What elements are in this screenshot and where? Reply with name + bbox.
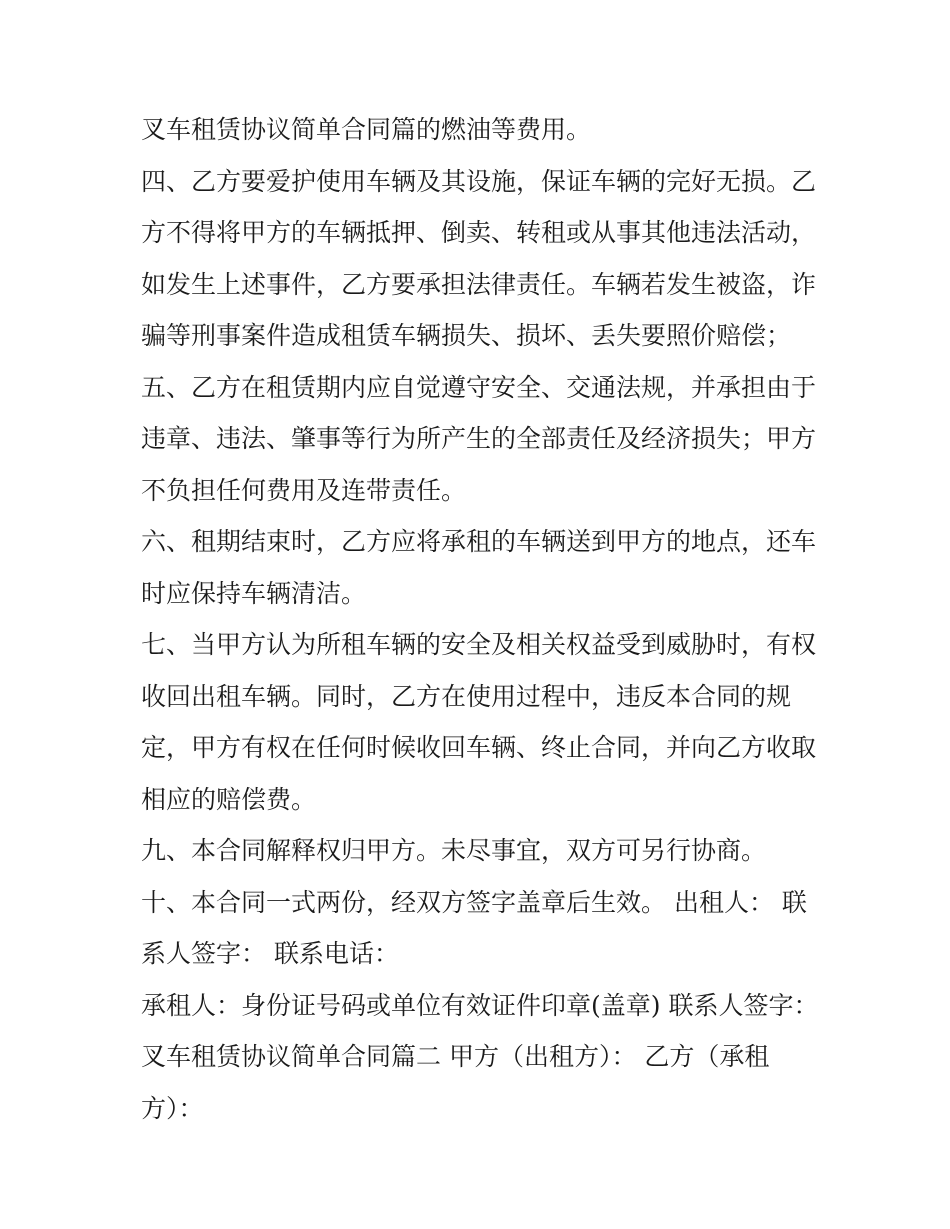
text-line: 定，甲方有权在任何时候收回车辆、终止合同，并向乙方收取 <box>141 733 817 762</box>
text-line: 收回出租车辆。同时，乙方在使用过程中，违反本合同的规 <box>141 681 792 711</box>
text-line: 五、乙方在租赁期内应自觉遵守安全、交通法规，并承担由于 <box>141 372 817 402</box>
text-line: 时应保持车辆清洁。 <box>141 578 367 608</box>
text-line: 承租人：身份证号码或单位有效证件印章(盖章) 联系人签字： <box>141 990 819 1020</box>
document-body <box>141 104 821 1134</box>
text-line: 骗等刑事案件造成租赁车辆损失、损坏、丢失要照价赔偿； <box>141 321 792 350</box>
text-line: 叉车租赁协议简单合同篇的燃油等费用。 <box>141 115 592 144</box>
text-line: 方不得将甲方的车辆抵押、倒卖、转租或从事其他违法活动， <box>141 218 817 247</box>
text-line: 方）： <box>141 1093 204 1123</box>
text-line: 叉车租赁协议简单合同篇二 甲方（出租方）： 乙方（承租 <box>141 1042 770 1071</box>
text-line: 四、乙方要爱护使用车辆及其设施，保证车辆的完好无损。乙 <box>141 166 817 196</box>
text-line: 相应的赔偿费。 <box>141 784 317 814</box>
text-line: 七、当甲方认为所租车辆的安全及相关权益受到威胁时，有权 <box>141 630 817 659</box>
text-line: 如发生上述事件，乙方要承担法律责任。车辆若发生被盗，诈 <box>141 269 817 299</box>
text-line: 违章、违法、肇事等行为所产生的全部责任及经济损失；甲方 <box>141 424 817 453</box>
text-line: 六、租期结束时，乙方应将承租的车辆送到甲方的地点，还车 <box>141 527 817 556</box>
text-line: 不负担任何费用及连带责任。 <box>141 475 467 505</box>
text-line: 九、本合同解释权归甲方。未尽事宜，双方可另行协商。 <box>141 836 767 865</box>
text-line: 十、本合同一式两份，经双方签字盖章后生效。 出租人： 联 <box>141 887 807 917</box>
text-line: 系人签字： 联系电话： <box>141 939 399 968</box>
